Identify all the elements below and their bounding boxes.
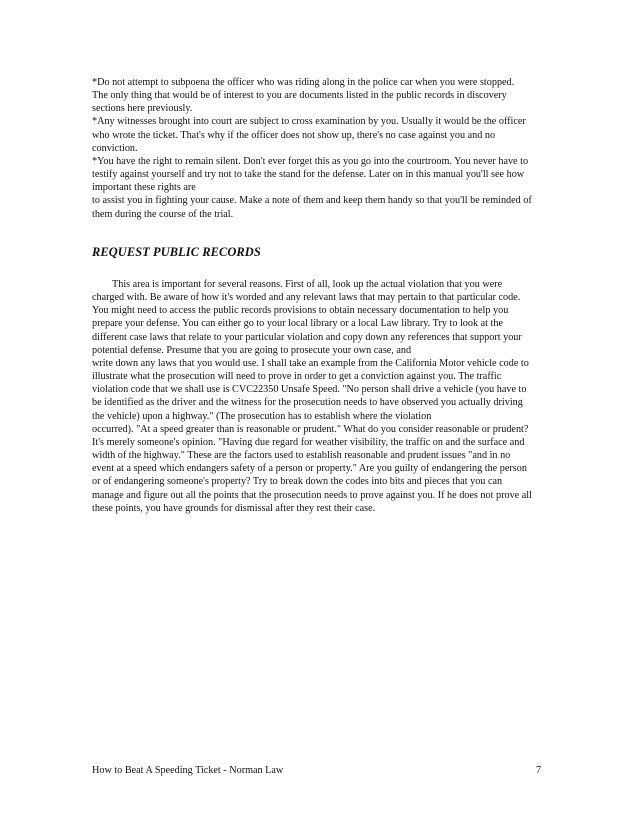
text-line: manage and figure out all the points that the prosecution needs to prove against you. If he does not prove all: [92, 489, 532, 501]
text-line: sections here previously.: [92, 103, 193, 115]
text-line: prepare your defense. You can either go to your local library or a local Law library. Try to look at the: [92, 318, 503, 330]
text-line: illustrate what the prosecution will need to prove in order to get a conviction against you. The traffic: [92, 371, 502, 383]
text-line: be identified as the driver and the witness for the prosecution needs to have observed you actually driving: [92, 397, 523, 409]
text-line: potential defense. Presume that you are going to prosecute your own case, and: [92, 344, 412, 356]
text-line: It's merely someone's opinion. "Having due regard for weather visibility, the traffic on and the surface and: [92, 436, 525, 448]
text-line: important these rights are: [92, 182, 196, 194]
text-line: violation code that we shall use is CVC22350 Unsafe Speed. "No person shall drive a vehicle (you have to: [92, 384, 527, 396]
text-line: different case laws that relate to your particular violation and copy down any references that support your: [92, 331, 522, 343]
text-line: occurred). "At a speed greater than is reasonable or prudent." What do you consider reasonable or prudent?: [92, 423, 529, 435]
text-line: charged with. Be aware of how it's worded and any relevant laws that may pertain to that particular code.: [92, 292, 521, 304]
text-line: to assist you in fighting your cause. Make a note of them and keep them handy so that you'll be reminded of: [92, 195, 532, 207]
page-number: 7: [536, 765, 542, 776]
text-line: the vehicle) upon a highway." (The prosecution has to establish where the violation: [92, 410, 432, 422]
text-line: *You have the right to remain silent. Don't ever forget this as you go into the courtroom. You never have to: [92, 155, 529, 167]
text-line: write down any laws that you would use. I shall take an example from the California Motor vehicle code to: [92, 357, 529, 369]
text-line: testify against yourself and try not to take the stand for the defense. Later on in this manual you'll see how: [92, 169, 525, 181]
text-line: or of endangering someone's property? Try to break down the codes into bits and pieces that you can: [92, 476, 503, 488]
section-body: [92, 278, 548, 515]
text-line: *Do not attempt to subpoena the officer who was riding along in the police car when you were stopped.: [92, 77, 515, 88]
text-line: *Any witnesses brought into court are subject to cross examination by you. Usually it would be the officer: [92, 116, 526, 128]
text-line: conviction.: [92, 142, 138, 154]
text-line: these points, you have grounds for dismissal after they rest their case.: [92, 502, 376, 514]
text-line: The only thing that would be of interest to you are documents listed in the public records in discovery: [92, 90, 507, 102]
footer-title: How to Beat A Speeding Ticket - Norman Law: [92, 765, 284, 776]
text-line: width of the highway." These are the factors used to establish reasonable and prudent issues "and in no: [92, 450, 511, 462]
text-line: who wrote the ticket. That's why if the officer does not show up, there's no case against you and no: [92, 129, 496, 141]
text-line: You might need to access the public records provisions to obtain necessary documentation to help you: [92, 305, 509, 317]
text-line: event at a speed which endangers safety of a person or property." Are you guilty of endangering the person: [92, 463, 527, 475]
intro-paragraphs: [92, 76, 548, 221]
section-heading: REQUEST PUBLIC RECORDS: [92, 245, 261, 259]
text-line: them during the course of the trial.: [92, 208, 234, 220]
text-line: This area is important for several reasons. First of all, look up the actual violation that you were: [112, 279, 503, 290]
